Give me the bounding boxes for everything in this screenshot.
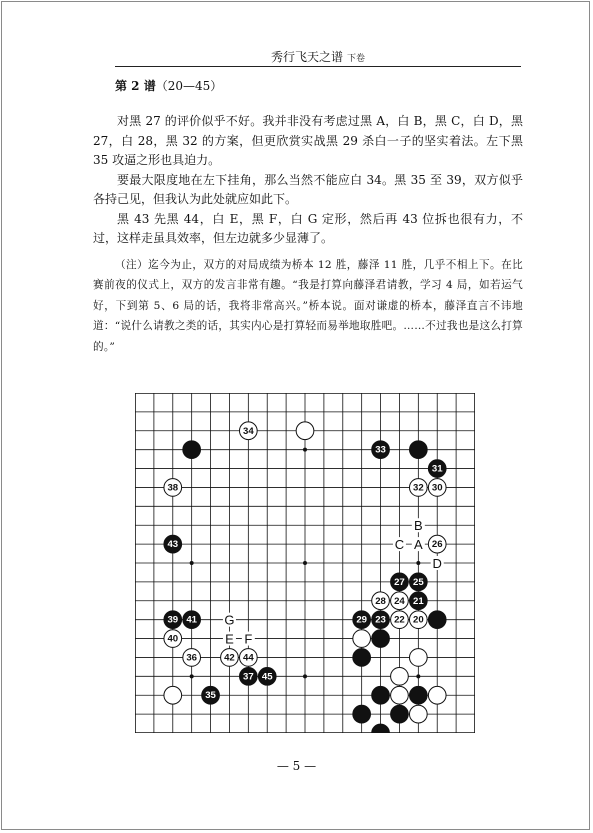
white-stone	[409, 649, 427, 667]
black-stone	[372, 630, 390, 648]
white-stone	[391, 686, 409, 704]
move-number: 44	[242, 652, 254, 664]
move-number: 37	[242, 671, 254, 683]
go-board-diagram	[135, 393, 475, 733]
star-point	[416, 674, 420, 678]
point-label: B	[413, 518, 423, 534]
move-number: 38	[167, 482, 179, 494]
star-point	[303, 674, 307, 678]
annotation-note	[93, 255, 523, 357]
note-paragraph: （注）迄今为止，双方的对局成绩为桥本 12 胜，藤泽 11 胜，几乎不相上下。在比赛前夜的仪式上，双方的发言非常有趣。“我是打算向藤泽君请教，学习 4 局，如若运气好，下到第 5、6 局的话，我将非常高兴。”桥本说。面对谦虚的桥本，藤泽直言不讳地道：“说什么请教之类的话，其实内心是打算轻而易举地取胜吧。……不过我也是这么打算的。”	[93, 259, 523, 353]
black-stone	[428, 611, 446, 629]
black-stone	[409, 686, 427, 704]
black-stone	[353, 649, 371, 667]
move-number: 36	[186, 652, 198, 664]
black-stone	[372, 686, 390, 704]
move-number: 30	[431, 482, 443, 494]
move-number: 24	[394, 595, 405, 607]
move-number: 35	[205, 690, 216, 702]
white-stone	[428, 686, 446, 704]
point-label: D	[432, 556, 442, 571]
move-number: 20	[412, 614, 424, 626]
point-label: F	[244, 631, 253, 647]
black-stone	[353, 705, 371, 723]
move-number: 39	[167, 614, 179, 626]
move-number: 33	[375, 444, 386, 456]
move-number: 26	[431, 539, 443, 551]
star-point	[190, 674, 194, 678]
move-number: 21	[412, 595, 424, 607]
move-number: 23	[375, 614, 386, 626]
white-stone	[409, 705, 427, 723]
move-number: 28	[375, 595, 386, 607]
black-stone	[391, 705, 409, 723]
move-number: 43	[167, 539, 179, 551]
move-range: （20—45）	[155, 79, 223, 93]
volume-label: 下卷	[347, 54, 366, 64]
move-number: 32	[412, 482, 424, 494]
move-number: 42	[224, 652, 235, 664]
figure-number: 第 2 谱	[115, 79, 156, 93]
star-point	[190, 561, 194, 565]
page-number: — 5 —	[276, 759, 317, 773]
commentary	[93, 112, 523, 249]
black-stone	[183, 441, 201, 459]
move-number: 45	[261, 671, 273, 683]
header-rule	[115, 66, 521, 67]
point-label: E	[225, 631, 234, 647]
move-number: 31	[431, 463, 443, 475]
book-title: 秀行飞天之谱	[270, 50, 343, 64]
point-label: G	[224, 612, 235, 628]
move-number: 41	[186, 614, 198, 626]
white-stone	[296, 422, 314, 440]
star-point	[303, 561, 307, 565]
star-point	[416, 561, 420, 565]
move-number: 34	[242, 425, 254, 437]
point-label: C	[394, 537, 405, 553]
point-label: A	[413, 537, 423, 553]
move-number: 27	[394, 576, 405, 588]
paragraph: 黑 43 先黑 44，白 E，黑 F，白 G 定形，然后再 43 位拆也很有力，不过，这样走虽具效率，但左边就多少显薄了。	[93, 211, 523, 245]
section-title	[115, 78, 222, 94]
move-number: 25	[412, 576, 424, 588]
white-stone	[391, 667, 409, 685]
move-number: 29	[356, 614, 368, 626]
white-stone	[164, 686, 182, 704]
paragraph: 对黑 27 的评价似乎不好。我并非没有考虑过黑 A，白 B，黑 C，白 D，黑 27，白 28，黑 32 的方案，但更欣赏实战黑 29 杀白一子的坚实着法。左下黑 35 攻逼之形也具迫力。	[93, 114, 523, 167]
move-number: 22	[394, 614, 405, 626]
running-header	[115, 50, 521, 66]
black-stone	[372, 724, 390, 733]
white-stone	[353, 630, 371, 648]
paragraph: 要最大限度地在左下挂角，那么当然不能应白 34。黑 35 至 39，双方似乎各持己见，但我认为此处就应如此下。	[93, 172, 523, 206]
go-board	[135, 393, 475, 733]
star-point	[303, 448, 307, 452]
black-stone	[409, 441, 427, 459]
move-number: 40	[167, 633, 179, 645]
